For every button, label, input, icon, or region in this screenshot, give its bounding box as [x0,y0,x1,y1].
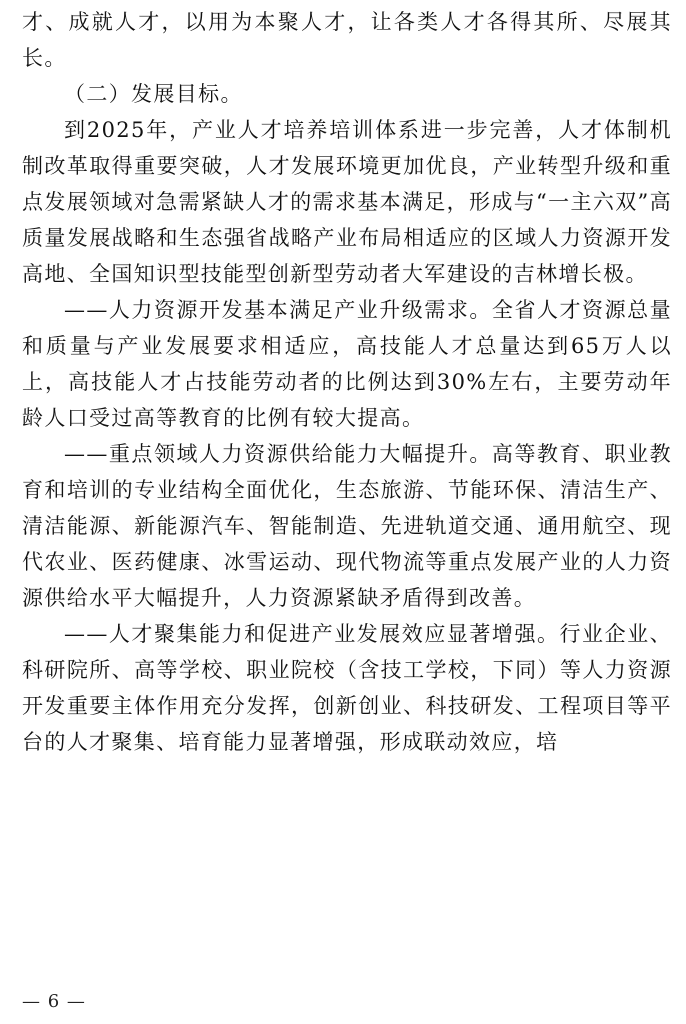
document-page [22,4,672,760]
paragraph-goals: 到2025年，产业人才培养培训体系进一步完善，人才体制机制改革取得重要突破，人才发展环境更加优良，产业转型升级和重点发展领域对急需紧缺人才的需求基本满足，形成与“一主六双”高质量发展战略和生态强省战略产业布局相适应的区域人力资源开发高地、全国知识型技能型创新型劳动者大军建设的吉林增长极。 [22,118,672,286]
section-heading: （二）发展目标。 [64,82,243,106]
paragraph-key-fields: ——重点领域人力资源供给能力大幅提升。高等教育、职业教育和培训的专业结构全面优化，生态旅游、节能环保、清洁生产、清洁能源、新能源汽车、智能制造、先进轨道交通、通用航空、现代农业、医药健康、冰雪运动、现代物流等重点发展产业的人力资源供给水平大幅提升，人力资源紧缺矛盾得到改善。 [22,442,672,610]
page-number: — 6 — [22,991,86,1012]
paragraph-hr-development: ——人力资源开发基本满足产业升级需求。全省人才资源总量和质量与产业发展要求相适应，高技能人才总量达到65万人以上，高技能人才占技能劳动者的比例达到30%左右，主要劳动年龄人口受过高等教育的比例有较大提高。 [22,298,672,430]
paragraph-continuation: 才、成就人才，以用为本聚人才，让各类人才各得其所、尽展其长。 [22,10,672,70]
paragraph-talent-gathering: ——人才聚集能力和促进产业发展效应显著增强。行业企业、科研院所、高等学校、职业院校（含技工学校，下同）等人力资源开发重要主体作用充分发挥，创新创业、科技研发、工程项目等平台的人才聚集、培育能力显著增强，形成联动效应，培 [22,622,672,754]
